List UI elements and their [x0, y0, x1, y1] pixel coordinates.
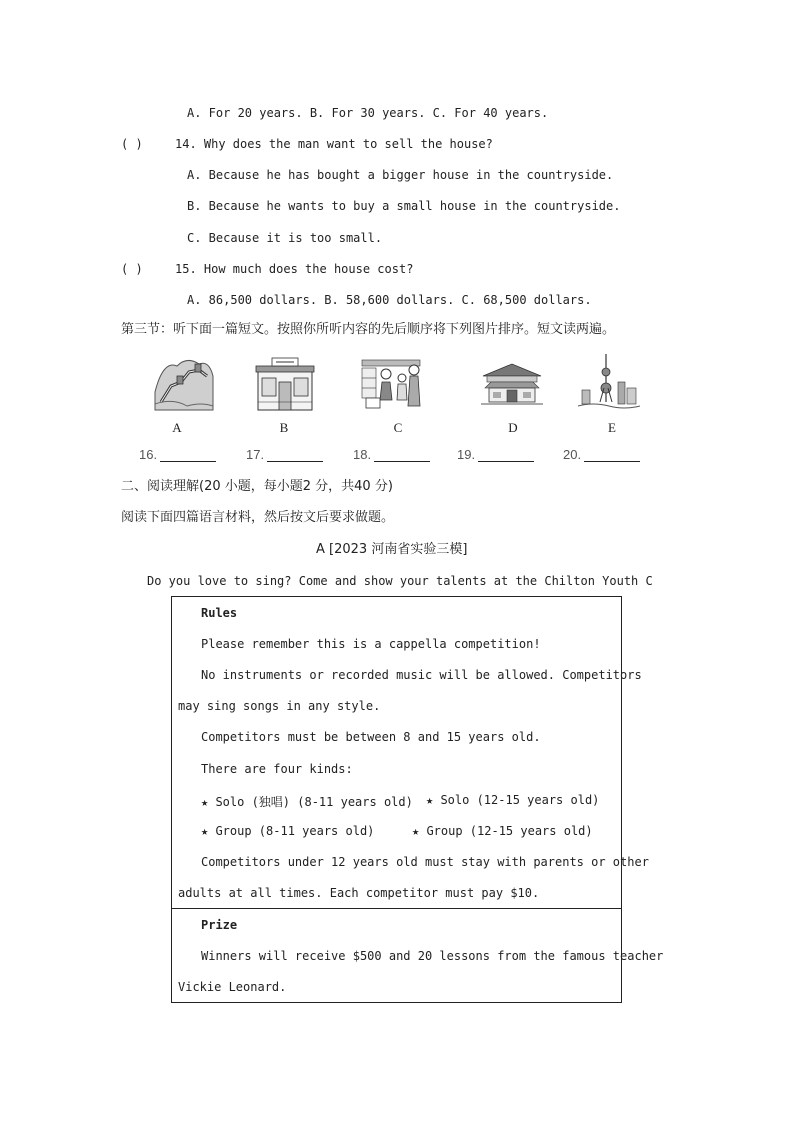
- kind-group-senior: ★ Group (12-15 years old): [412, 824, 593, 838]
- part2-heading: 二、阅读理解(20 小题，每小题2 分，共40 分): [121, 479, 393, 494]
- rules-line-4: Competitors must be between 8 and 15 years old.: [201, 730, 541, 744]
- blank-18-number: 18.: [353, 447, 372, 462]
- rules-heading: Rules: [201, 606, 238, 620]
- blank-18[interactable]: [353, 447, 430, 462]
- kind-solo-junior: ★ Solo (独唱) (8-11 years old): [201, 795, 413, 809]
- q14-stem: 14. Why does the man want to sell the house?: [175, 137, 493, 151]
- kind-solo-senior: ★ Solo (12-15 years old): [426, 793, 600, 807]
- picture-d: [481, 352, 543, 412]
- blank-20[interactable]: [563, 447, 640, 462]
- picture-a-label: A: [172, 420, 182, 435]
- part2-instruction: 阅读下面四篇语言材料，然后按文后要求做题。: [121, 510, 395, 525]
- blank-17[interactable]: [246, 447, 323, 462]
- bookstore-icon: [254, 352, 316, 412]
- blank-19-number: 19.: [457, 447, 476, 462]
- q14-option-a: A. Because he has bought a bigger house in the countryside.: [187, 168, 614, 182]
- rules-line-5: There are four kinds:: [201, 762, 353, 776]
- q15-answer-paren[interactable]: ( ): [121, 262, 143, 276]
- kind-group-junior: ★ Group (8-11 years old): [201, 824, 375, 838]
- blank-19[interactable]: [457, 447, 534, 462]
- q14-option-b: B. Because he wants to buy a small house in the countryside.: [187, 199, 621, 213]
- prize-box: [171, 908, 664, 1003]
- picture-a: [153, 352, 215, 412]
- q14-answer-paren[interactable]: ( ): [121, 137, 143, 151]
- prize-heading: Prize: [201, 918, 238, 932]
- great-wall-icon: [153, 352, 215, 412]
- picture-e: [578, 352, 640, 412]
- rules-box: [171, 596, 649, 909]
- rules-line-6: Competitors under 12 years old must stay with parents or other: [201, 855, 649, 869]
- passage-a-title: A [2023 河南省实验三模]: [316, 542, 468, 557]
- blank-17-number: 17.: [246, 447, 265, 462]
- blank-20-number: 20.: [563, 447, 582, 462]
- picture-b-label: B: [279, 420, 289, 435]
- picture-e-label: E: [608, 420, 616, 435]
- rules-line-1: Please remember this is a cappella competition!: [201, 637, 541, 651]
- rules-line-7: adults at all times. Each competitor must pay $10.: [178, 886, 540, 900]
- prize-line-2: Vickie Leonard.: [178, 980, 287, 994]
- picture-b: [254, 352, 316, 412]
- blank-16-number: 16.: [139, 447, 158, 462]
- city-skyline-icon: [578, 352, 640, 412]
- q15-stem: 15. How much does the house cost?: [175, 262, 414, 276]
- temple-gate-icon: [481, 352, 543, 412]
- q14-option-c: C. Because it is too small.: [187, 231, 383, 245]
- family-shopping-icon: [360, 352, 422, 412]
- prize-line-1: Winners will receive $500 and 20 lessons from the famous teacher: [201, 949, 664, 963]
- picture-c: [360, 352, 422, 412]
- picture-c-label: C: [393, 420, 403, 435]
- rules-line-3: may sing songs in any style.: [178, 699, 381, 713]
- blank-16[interactable]: [139, 447, 216, 462]
- picture-d-label: D: [508, 420, 518, 435]
- rules-line-2: No instruments or recorded music will be allowed. Competitors: [201, 668, 642, 682]
- q13-options: A. For 20 years. B. For 30 years. C. For 40 years.: [187, 106, 549, 120]
- section3-instruction: 第三节：听下面一篇短文。按照你所听内容的先后顺序将下列图片排序。短文读两遍。: [121, 322, 616, 337]
- passage-a-intro: Do you love to sing? Come and show your talents at the Chilton Youth C: [147, 574, 653, 588]
- q15-options: A. 86,500 dollars. B. 58,600 dollars. C. 68,500 dollars.: [187, 293, 592, 307]
